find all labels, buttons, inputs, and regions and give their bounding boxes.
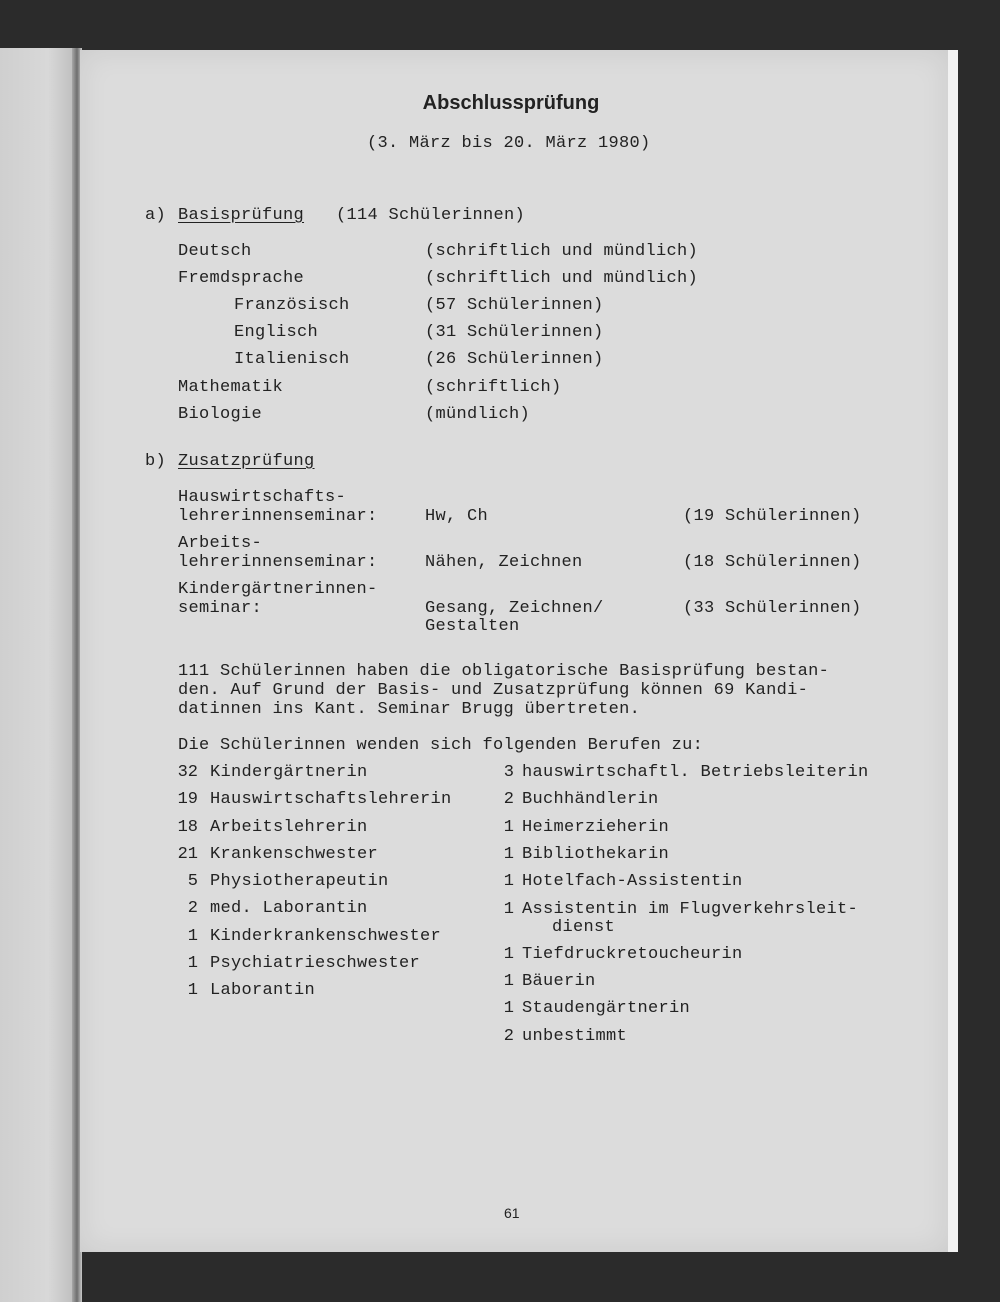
page-edge-strip xyxy=(948,50,958,1252)
section-b-marker: b) xyxy=(145,452,167,471)
seminar-count: (33 Schülerinnen) xyxy=(683,599,862,618)
career-count: 1 xyxy=(187,981,198,1000)
section-a-heading: Basisprüfung xyxy=(178,206,305,225)
career-name: Hauswirtschaftslehrerin xyxy=(210,790,452,809)
career-name: unbestimmt xyxy=(522,1027,628,1046)
career-count: 21 xyxy=(177,845,198,864)
career-count: 1 xyxy=(503,900,514,919)
seminar-name: seminar: xyxy=(178,599,263,618)
career-count: 1 xyxy=(187,927,198,946)
career-count: 3 xyxy=(503,763,514,782)
seminar-name: Hauswirtschafts- xyxy=(178,488,347,507)
subject-name: Mathematik xyxy=(178,378,284,397)
seminar-count: (19 Schülerinnen) xyxy=(683,507,862,526)
career-name: Arbeitslehrerin xyxy=(210,818,368,837)
career-name: Heimerzieherin xyxy=(522,818,670,837)
seminar-subjects: Gestalten xyxy=(425,617,520,636)
subject-detail: (31 Schülerinnen) xyxy=(425,323,604,342)
subject-name: Italienisch xyxy=(234,350,350,369)
career-count: 2 xyxy=(503,1027,514,1046)
paragraph-line: 111 Schülerinnen haben die obligatorische Basisprüfung bestan- xyxy=(178,662,830,681)
subject-name: Biologie xyxy=(178,405,263,424)
seminar-subjects: Hw, Ch xyxy=(425,507,489,526)
career-name: Laborantin xyxy=(210,981,316,1000)
career-name: Kinderkrankenschwester xyxy=(210,927,442,946)
subject-detail: (schriftlich und mündlich) xyxy=(425,269,699,288)
subject-detail: (schriftlich) xyxy=(425,378,562,397)
career-count: 1 xyxy=(503,972,514,991)
career-name: hauswirtschaftl. Betriebsleiterin xyxy=(522,763,869,782)
career-name: Krankenschwester xyxy=(210,845,379,864)
career-count: 32 xyxy=(177,763,198,782)
seminar-name: Arbeits- xyxy=(178,534,263,553)
career-name: Tiefdruckretoucheurin xyxy=(522,945,743,964)
subject-name: Fremdsprache xyxy=(178,269,305,288)
career-count: 19 xyxy=(177,790,198,809)
subject-detail: (26 Schülerinnen) xyxy=(425,350,604,369)
subject-name: Deutsch xyxy=(178,242,252,261)
seminar-name: Kindergärtnerinnen- xyxy=(178,580,378,599)
career-name: med. Laborantin xyxy=(210,899,368,918)
career-name: Kindergärtnerin xyxy=(210,763,368,782)
subject-name: Englisch xyxy=(234,323,319,342)
career-name: Assistentin im Flugverkehrsleit- xyxy=(522,900,859,919)
subject-name: Französisch xyxy=(234,296,350,315)
paragraph-line: den. Auf Grund der Basis- und Zusatzprüfung können 69 Kandi- xyxy=(178,681,809,700)
career-count: 2 xyxy=(503,790,514,809)
section-a-marker: a) xyxy=(145,206,167,225)
careers-intro: Die Schülerinnen wenden sich folgenden Berufen zu: xyxy=(178,736,704,755)
page-number: 61 xyxy=(504,1205,520,1221)
facing-page-edge xyxy=(0,48,80,1302)
career-count: 1 xyxy=(503,999,514,1018)
career-count: 2 xyxy=(187,899,198,918)
seminar-subjects: Nähen, Zeichnen xyxy=(425,553,583,572)
page-title: Abschlussprüfung xyxy=(422,92,600,114)
career-count: 1 xyxy=(503,872,514,891)
section-b-heading: Zusatzprüfung xyxy=(178,452,315,471)
subject-detail: (schriftlich und mündlich) xyxy=(425,242,699,261)
section-a-count: (114 Schülerinnen) xyxy=(336,206,526,225)
document-page xyxy=(80,50,948,1252)
seminar-subjects: Gesang, Zeichnen/ xyxy=(425,599,604,618)
career-name: Staudengärtnerin xyxy=(522,999,691,1018)
career-count: 1 xyxy=(187,954,198,973)
seminar-count: (18 Schülerinnen) xyxy=(683,553,862,572)
exam-dates: (3. März bis 20. März 1980) xyxy=(367,134,651,153)
career-name: Bäuerin xyxy=(522,972,596,991)
career-name: Physiotherapeutin xyxy=(210,872,389,891)
career-name: Hotelfach-Assistentin xyxy=(522,872,743,891)
career-count: 1 xyxy=(503,818,514,837)
career-count: 1 xyxy=(503,845,514,864)
career-name: Psychiatrieschwester xyxy=(210,954,421,973)
subject-detail: (mündlich) xyxy=(425,405,531,424)
career-count: 1 xyxy=(503,945,514,964)
career-count: 18 xyxy=(177,818,198,837)
career-name: Bibliothekarin xyxy=(522,845,670,864)
career-count: 5 xyxy=(187,872,198,891)
paragraph-line: datinnen ins Kant. Seminar Brugg übertreten. xyxy=(178,700,641,719)
seminar-name: lehrerinnenseminar: xyxy=(178,507,378,526)
seminar-name: lehrerinnenseminar: xyxy=(178,553,378,572)
subject-detail: (57 Schülerinnen) xyxy=(425,296,604,315)
career-name: Buchhändlerin xyxy=(522,790,659,809)
career-name-continued: dienst xyxy=(552,918,616,937)
